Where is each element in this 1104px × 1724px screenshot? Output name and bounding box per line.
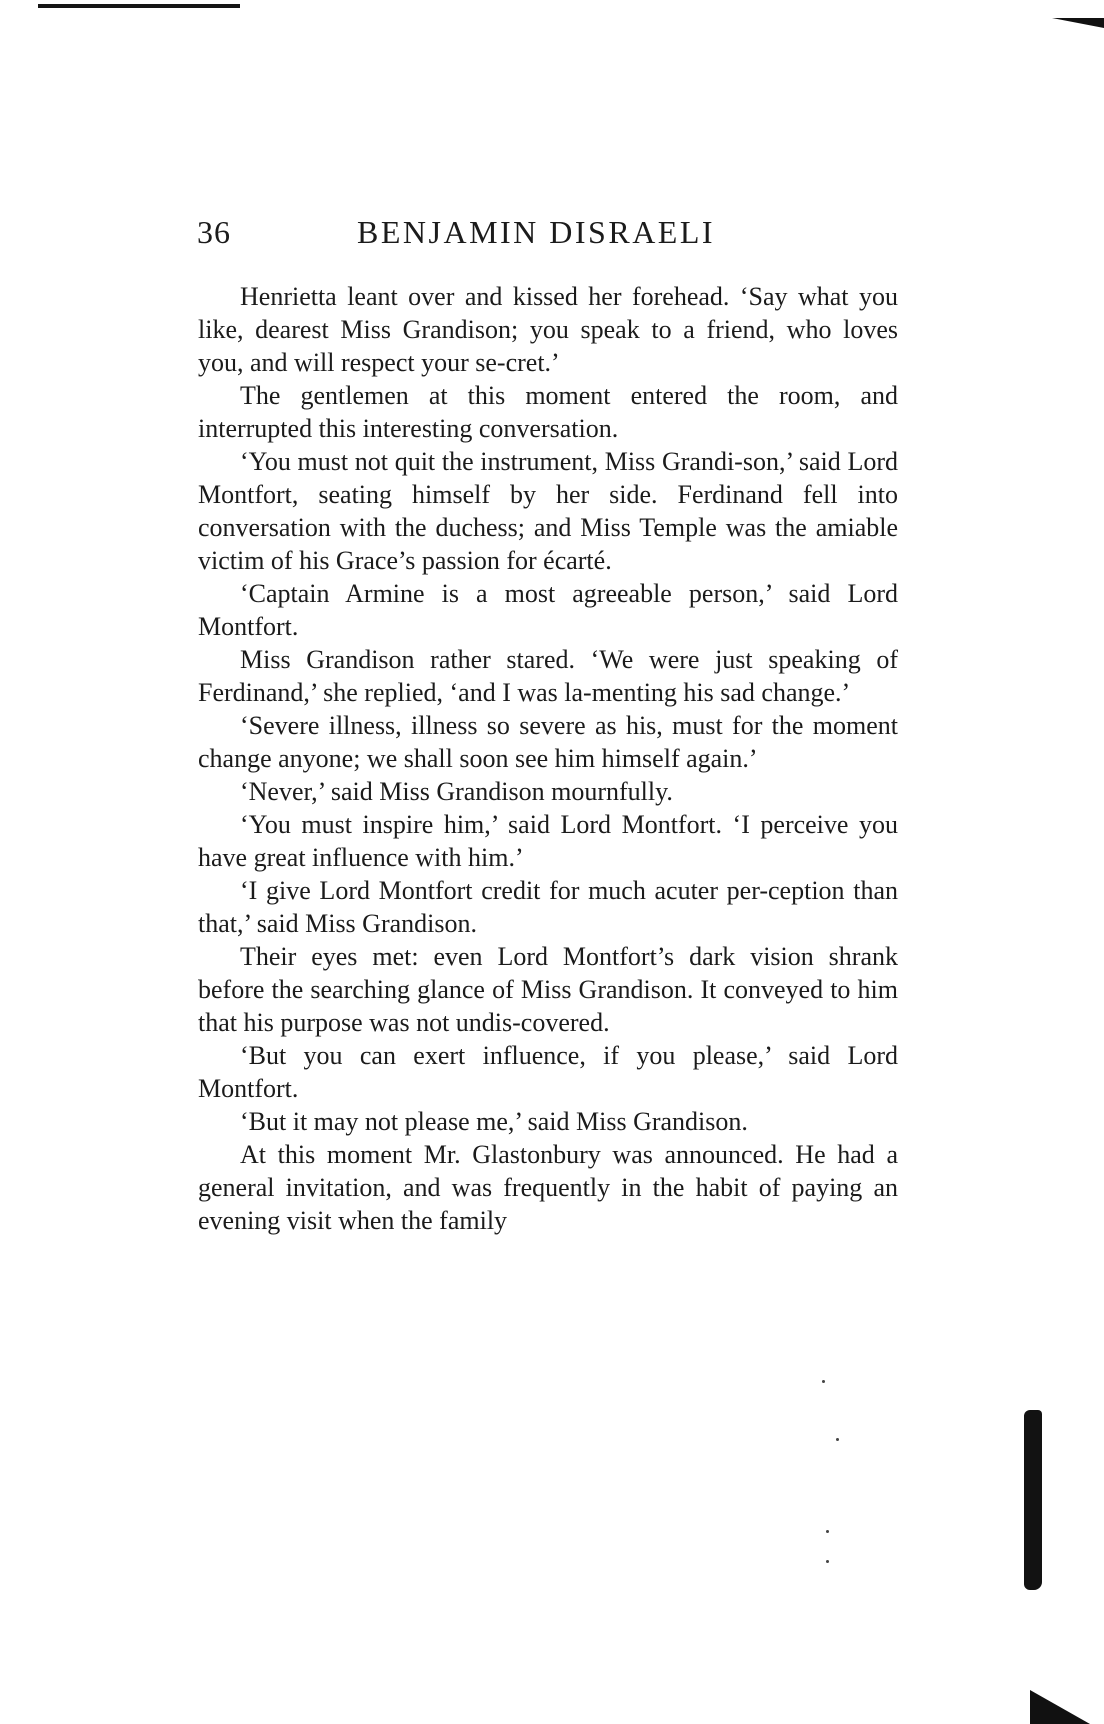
body-text [198, 280, 898, 1237]
paragraph: ‘Captain Armine is a most agreeable person,’ said Lord Montfort. [198, 579, 898, 641]
scan-speck [826, 1530, 829, 1533]
paragraph: Henrietta leant over and kissed her forehead. ‘Say what you like, dearest Miss Grandison; you speak to a friend, who loves you, and will respect your se-cret.’ [198, 282, 898, 377]
paragraph: At this moment Mr. Glastonbury was announced. He had a general invitation, and was frequently in the habit of paying an evening visit when the family [198, 1140, 898, 1235]
scan-speck [836, 1438, 839, 1441]
paragraph: ‘You must not quit the instrument, Miss Grandi-son,’ said Lord Montfort, seating himself by her side. Ferdinand fell into conversation with the duchess; and Miss Temple was the amiable victim of his Grace’s passion for écarté. [198, 447, 898, 575]
paragraph: ‘Never,’ said Miss Grandison mournfully. [240, 777, 673, 806]
paragraph: ‘I give Lord Montfort credit for much acuter per-ception than that,’ said Miss Grandison. [198, 876, 898, 938]
scan-margin-bar [1024, 1410, 1042, 1590]
scan-speck [822, 1380, 825, 1383]
scan-corner-mark [1052, 18, 1104, 38]
paragraph: The gentlemen at this moment entered the room, and interrupted this interesting conversation. [198, 381, 898, 443]
paragraph: ‘You must inspire him,’ said Lord Montfort. ‘I perceive you have great influence with him.’ [198, 810, 898, 872]
paragraph: ‘Severe illness, illness so severe as his, must for the moment change anyone; we shall soon see him himself again.’ [198, 711, 898, 773]
paragraph: ‘But you can exert influence, if you please,’ said Lord Montfort. [198, 1041, 898, 1103]
paragraph: ‘But it may not please me,’ said Miss Grandison. [240, 1107, 748, 1136]
scan-corner-mark-bottom [1030, 1690, 1090, 1724]
scan-edge-rule [38, 4, 240, 8]
running-title: BENJAMIN DISRAELI [357, 214, 716, 250]
scan-speck [826, 1560, 829, 1563]
paragraph: Miss Grandison rather stared. ‘We were just speaking of Ferdinand,’ she replied, ‘and I was la-menting his sad change.’ [198, 645, 898, 707]
paragraph: Their eyes met: even Lord Montfort’s dark vision shrank before the searching glance of Miss Grandison. It conveyed to him that his purpose was not undis-covered. [198, 942, 898, 1037]
running-header [197, 214, 897, 258]
page-number: 36 [197, 214, 231, 250]
